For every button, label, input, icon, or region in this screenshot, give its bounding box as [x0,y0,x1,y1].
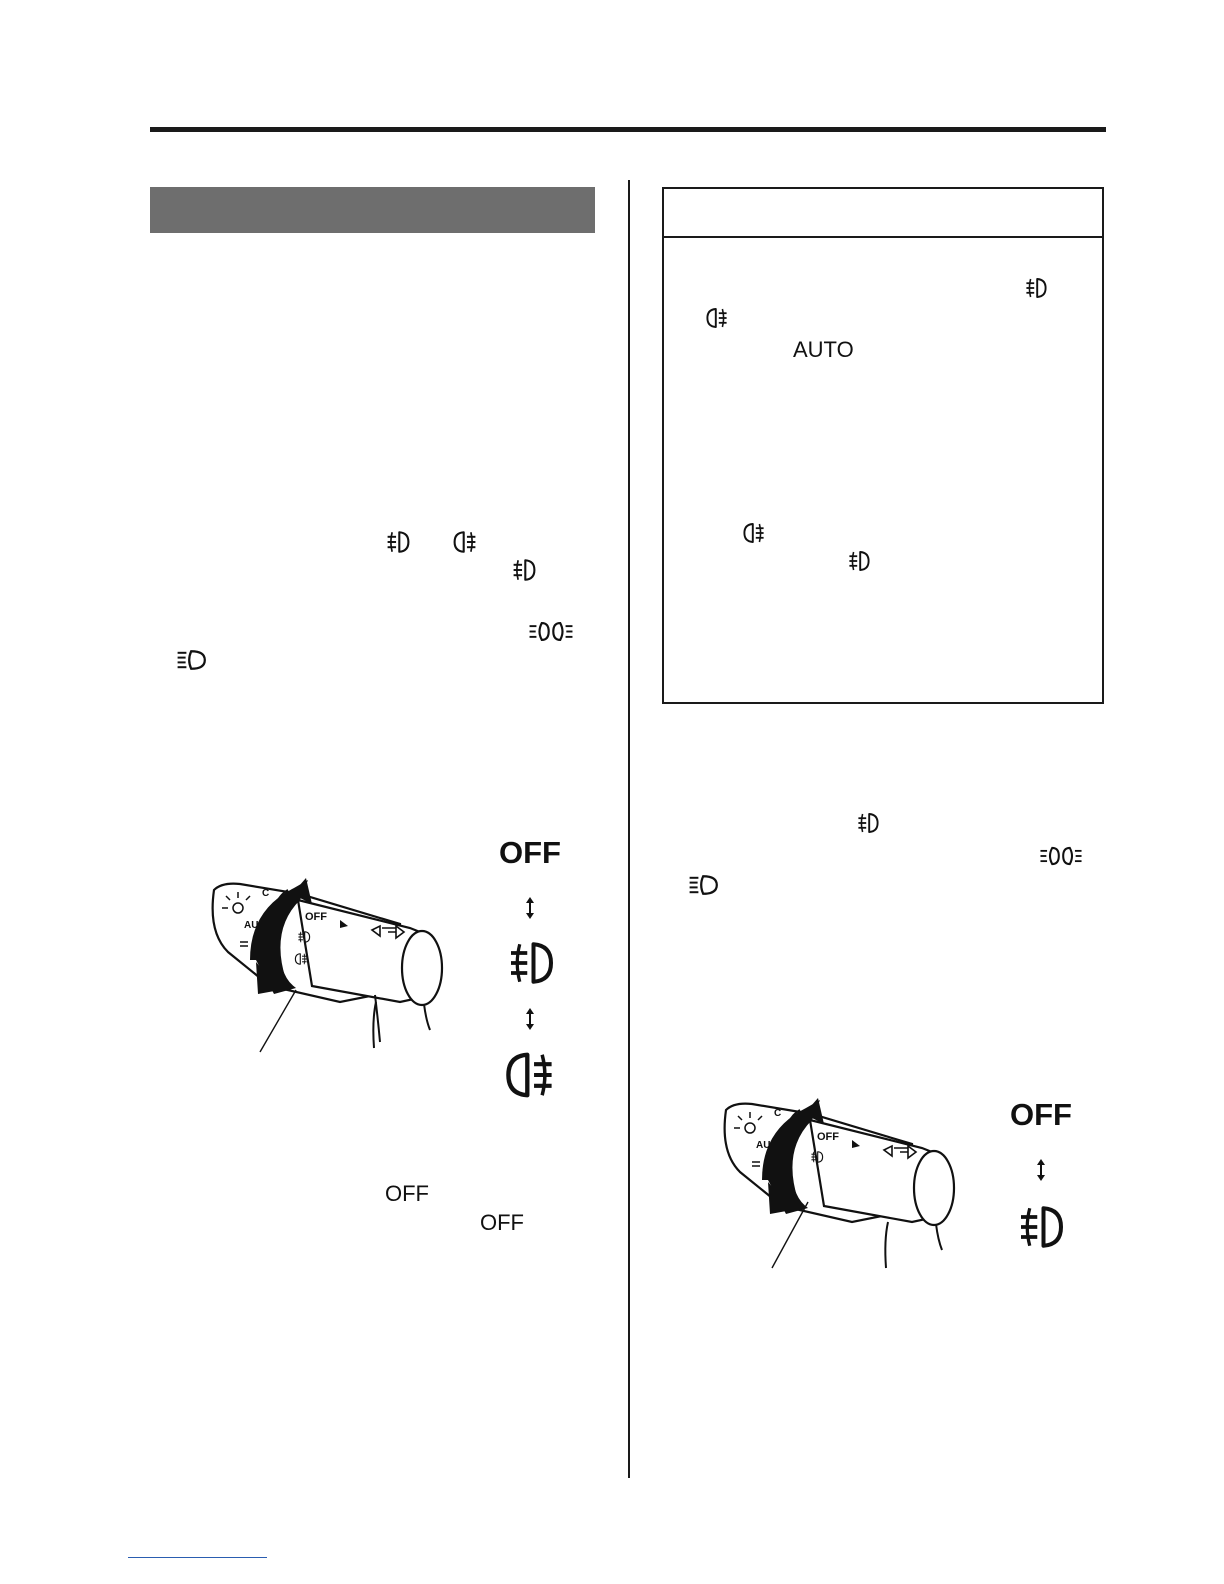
headlight-icon [176,648,208,672]
parking-light-icon [1039,845,1083,867]
front-fog-light-icon [506,938,556,988]
fog-light-switch-illustration [200,870,450,1055]
front-fog-switch-off-label: OFF [1010,1097,1072,1132]
column-divider [628,180,630,1478]
front-fog-switch-illustration [712,1090,962,1275]
rear-fog-light-icon [742,521,766,545]
front-fog-light-icon [385,529,411,555]
svg-text:OFF: OFF [817,1131,839,1143]
front-fog-light-icon [1024,276,1048,300]
rear-fog-light-icon [503,1048,557,1102]
fog-switch-off-label: OFF [499,835,561,870]
section-heading-bar [150,187,595,233]
rear-fog-light-icon [452,529,478,555]
front-fog-light-icon [511,557,537,583]
auto-label: AUTO [793,337,854,362]
note-box [662,187,1104,704]
svg-text:C: C [774,1108,782,1119]
parking-light-icon [528,620,574,643]
svg-text:AU: AU [244,920,259,931]
front-fog-light-icon [1016,1202,1066,1252]
off-inline-text: OFF [480,1210,524,1235]
svg-text:OFF: OFF [305,911,327,923]
rear-fog-light-icon [705,306,729,330]
up-down-arrow-icon [524,1007,536,1031]
front-fog-light-icon [847,549,871,573]
note-header-divider [664,236,1102,238]
up-down-arrow-icon [1035,1158,1047,1182]
svg-text:C: C [262,888,270,899]
front-fog-light-icon [856,811,880,835]
footer-link-underline[interactable] [128,1557,267,1558]
headlight-icon [688,873,720,897]
up-down-arrow-icon [524,896,536,920]
top-rule [150,127,1106,132]
off-inline-text: OFF [385,1181,429,1206]
svg-text:AU: AU [756,1140,771,1151]
